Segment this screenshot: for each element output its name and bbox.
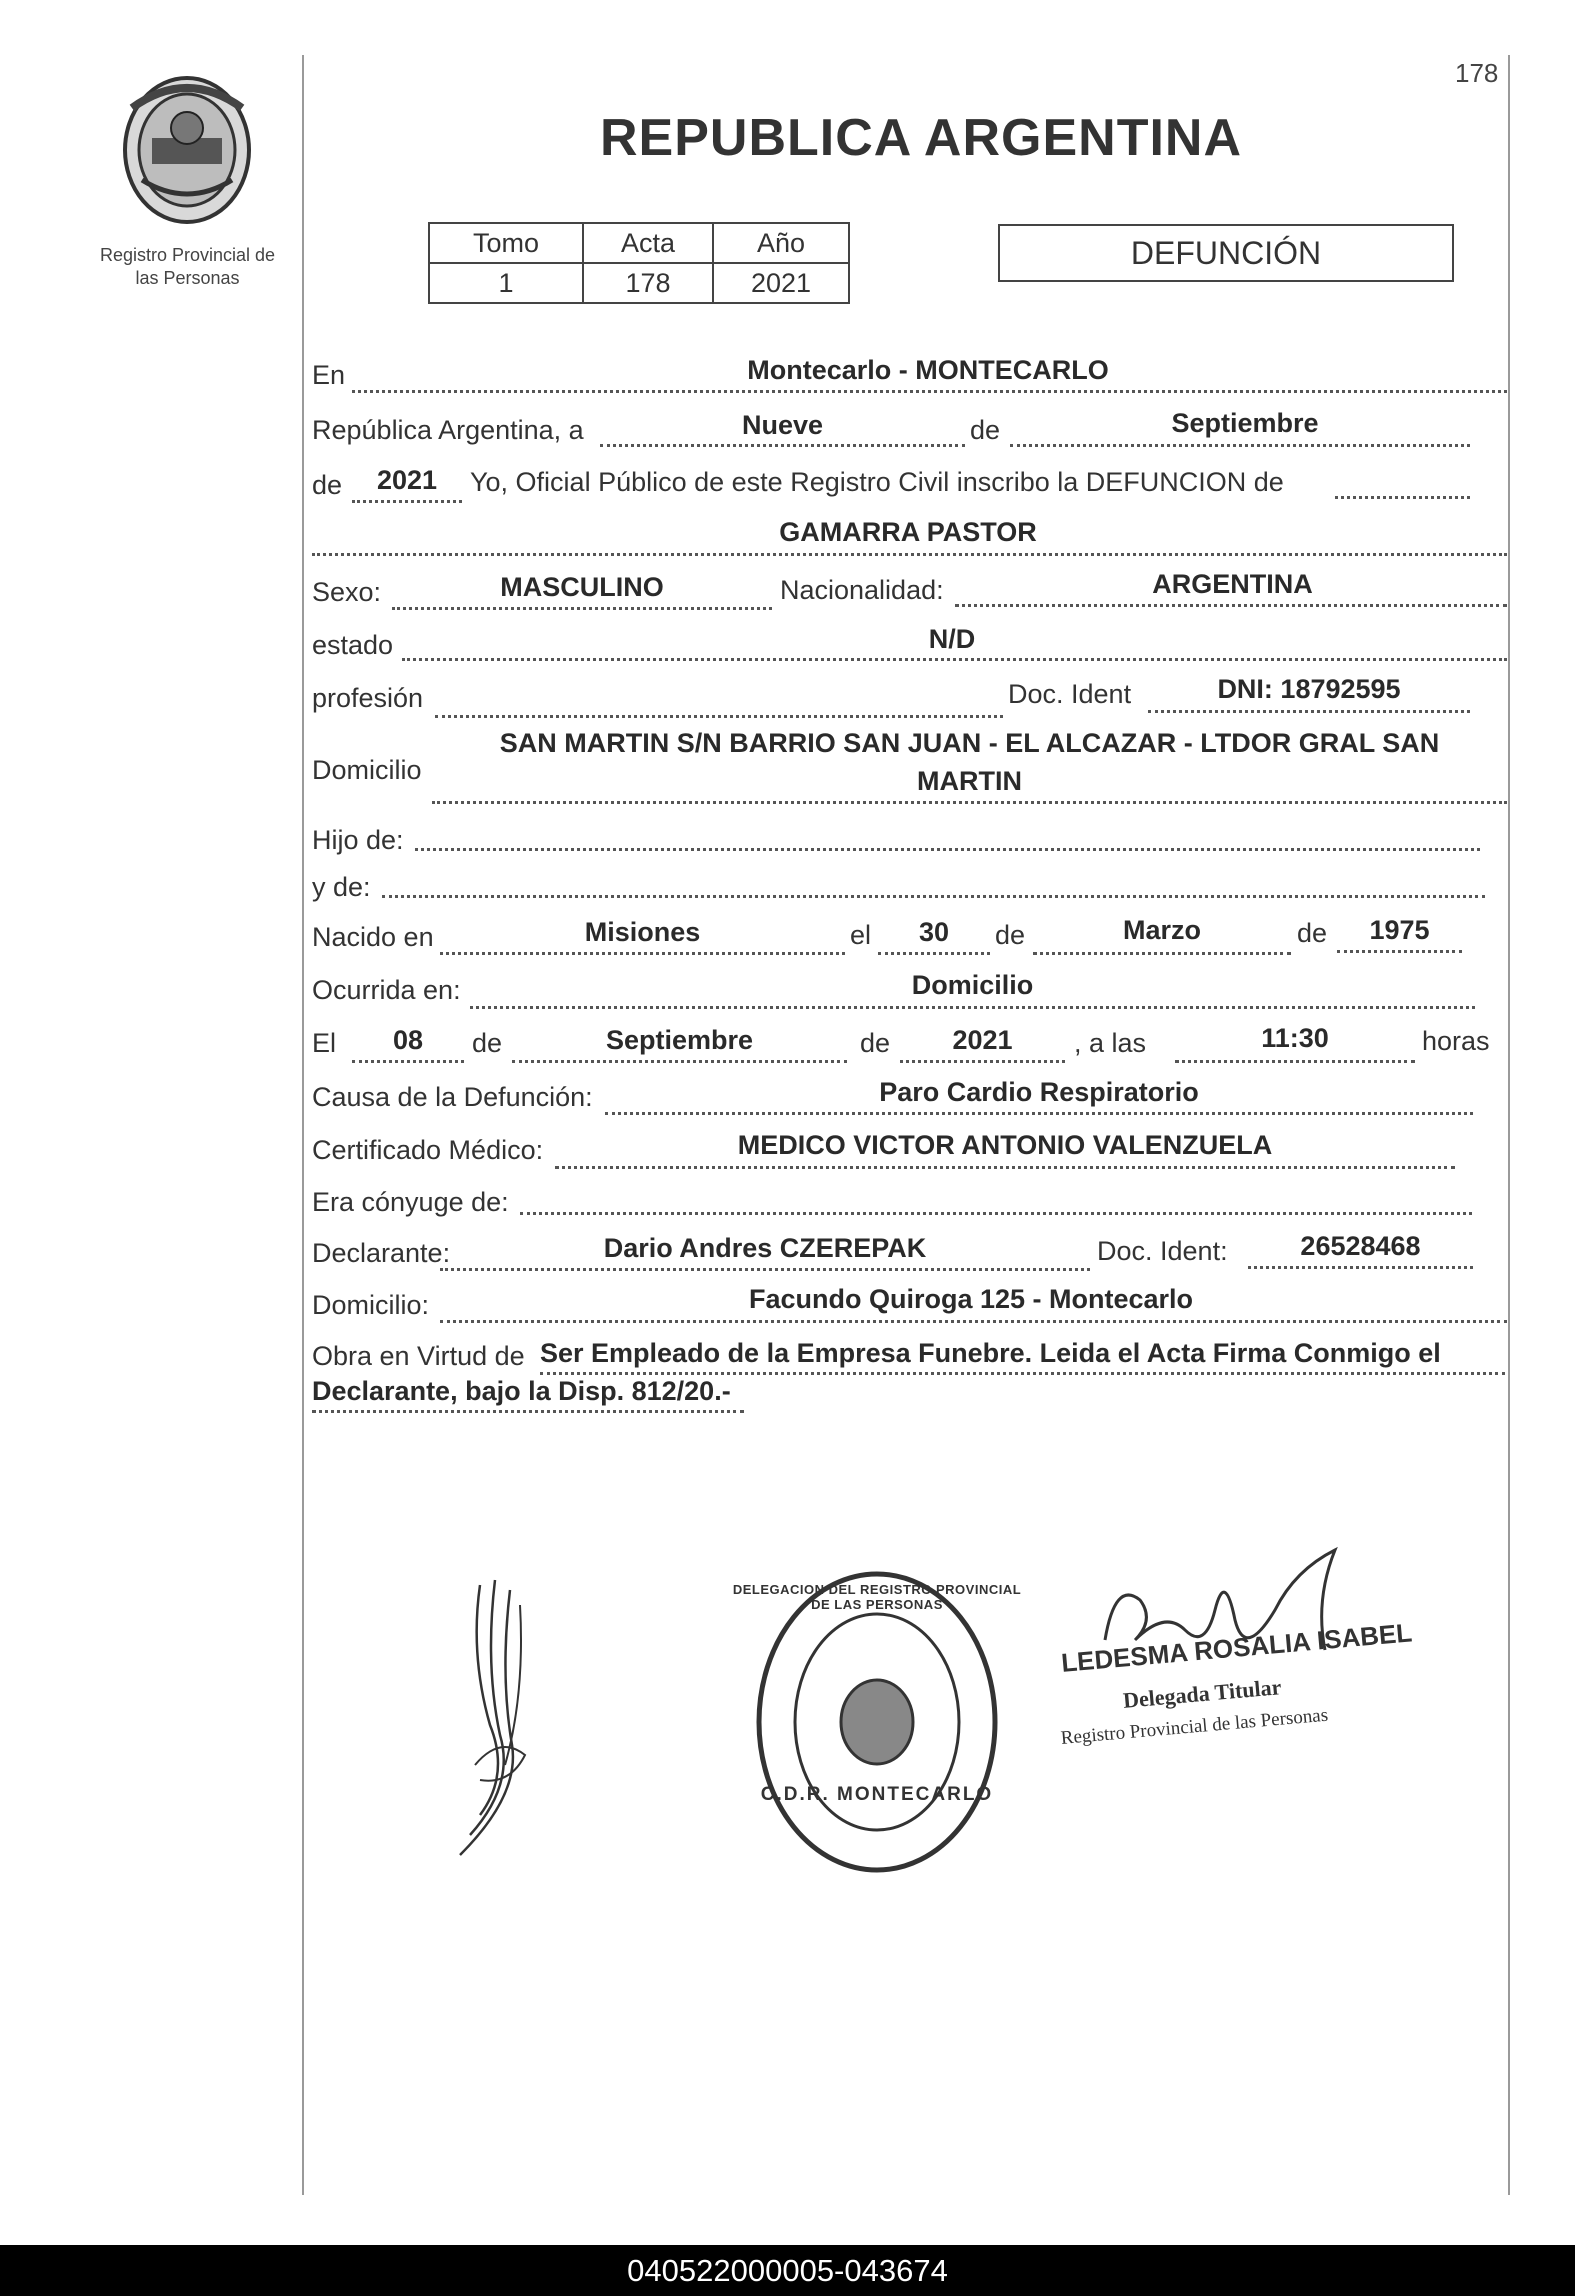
table-value-tomo: 1 (429, 263, 583, 303)
year-dotted-line (352, 500, 462, 503)
conyuge-label: Era cónyuge de: (312, 1187, 509, 1217)
birth-de2-label: de (1297, 918, 1328, 948)
profesion-label: profesión (312, 683, 424, 713)
obra-value-line-1: Ser Empleado de la Empresa Funebre. Leida el Acta Firma Conmigo el (540, 1338, 1441, 1368)
certificado-label: Certificado Médico: (312, 1135, 544, 1165)
table-header-tomo: Tomo (429, 223, 583, 263)
death-year: 2021 (952, 1025, 1013, 1055)
declarante-label: Declarante: (312, 1238, 451, 1268)
birth-de1-label: de (995, 920, 1026, 950)
stamp-inner-text: C.D.R. MONTECARLO (760, 1784, 994, 1805)
death-de1-label: de (472, 1028, 503, 1058)
decl-doc-dotted-line (1248, 1266, 1473, 1269)
yde-dotted-line (382, 895, 1485, 898)
day-value: Nueve (741, 410, 824, 440)
official-stamp (732, 1568, 1022, 1876)
yo-text: Yo, Oficial Público de este Registro Civil inscribo la DEFUNCION de (470, 467, 1284, 497)
doc-ident-label: Doc. Ident (1008, 679, 1132, 709)
birth-day-dotted-line (878, 952, 990, 955)
yde-label: y de: (312, 872, 371, 902)
declarant-signature (440, 1575, 560, 1865)
domicilio-label: Domicilio (312, 755, 422, 785)
certificado-value: MEDICO VICTOR ANTONIO VALENZUELA (737, 1130, 1273, 1160)
year-value: 2021 (376, 465, 438, 495)
nacido-value: Misiones (584, 917, 701, 947)
death-time-dotted-line (1175, 1060, 1415, 1063)
month-value: Septiembre (1171, 408, 1319, 438)
birth-month: Marzo (1122, 915, 1201, 945)
official-role: Delegada Titular (1122, 1674, 1283, 1713)
en-value: Montecarlo - MONTECARLO (747, 355, 1109, 385)
table-value-ano: 2021 (713, 263, 849, 303)
death-time: 11:30 (1261, 1023, 1329, 1053)
estado-label: estado (312, 630, 394, 660)
sexo-dotted-line (392, 607, 772, 610)
stamp-ring-text: DELEGACION DEL REGISTRO PROVINCIAL DE LAS PERSONAS (732, 1582, 1022, 1612)
causa-label: Causa de la Defunción: (312, 1082, 593, 1112)
estado-dotted-line (402, 658, 1507, 661)
sexo-label: Sexo: (312, 577, 382, 607)
death-de2-label: de (860, 1028, 891, 1058)
registry-line-2: las Personas (135, 268, 240, 288)
decl-doc-label: Doc. Ident: (1097, 1236, 1228, 1266)
de-label: de (970, 415, 1001, 445)
alas-label: , a las (1074, 1028, 1147, 1058)
death-day: 08 (392, 1025, 424, 1055)
table-header-ano: Año (713, 223, 849, 263)
decl-domicilio-dotted-line (440, 1320, 1507, 1323)
profesion-dotted-line (435, 715, 1003, 718)
death-day-dotted-line (352, 1060, 464, 1063)
death-month: Septiembre (605, 1025, 754, 1055)
horas-label: horas (1422, 1026, 1490, 1056)
month-dotted-line (1010, 444, 1470, 447)
domicilio-dotted-line (432, 801, 1507, 804)
domicilio-line-1: SAN MARTIN S/N BARRIO SAN JUAN - EL ALCAZAR - LTDOR GRAL SAN (499, 728, 1440, 758)
en-dotted-line (352, 390, 1507, 393)
decl-doc-value: 26528468 (1300, 1231, 1421, 1261)
en-label: En (312, 360, 346, 390)
record-type-box: DEFUNCIÓN (998, 224, 1454, 282)
official-name: LEDESMA ROSALIA ISABEL (1060, 1617, 1414, 1678)
table-value-acta: 178 (583, 263, 713, 303)
day-dotted-line (600, 444, 965, 447)
right-margin-line (1508, 55, 1510, 2195)
sexo-value: MASCULINO (500, 572, 664, 602)
yo-dotted-line (1335, 496, 1470, 499)
declarante-value: Dario Andres CZEREPAK (603, 1233, 927, 1263)
birth-month-dotted-line (1033, 952, 1291, 955)
province-emblem (112, 68, 262, 228)
declarante-dotted-line (440, 1268, 1090, 1271)
causa-value: Paro Cardio Respiratorio (879, 1077, 1199, 1107)
nacionalidad-label: Nacionalidad: (780, 575, 944, 605)
page-number: 178 (1455, 58, 1499, 88)
table-header-acta: Acta (583, 223, 713, 263)
decl-domicilio-value: Facundo Quiroga 125 - Montecarlo (748, 1284, 1194, 1314)
domicilio-line-2: MARTIN (917, 766, 1022, 796)
nacido-dotted-line (440, 952, 845, 955)
record-table (428, 222, 850, 304)
death-year-dotted-line (900, 1060, 1065, 1063)
republica-label: República Argentina, a (312, 415, 584, 445)
ocurrida-value: Domicilio (911, 970, 1034, 1000)
doc-ident-value: DNI: 18792595 (1217, 674, 1401, 704)
document-title: REPUBLICA ARGENTINA (600, 109, 1243, 167)
official-office: Registro Provincial de las Personas (1060, 1704, 1329, 1749)
name-dotted-line (312, 553, 1507, 556)
ocurrida-label: Ocurrida en: (312, 975, 461, 1005)
birth-year-dotted-line (1337, 950, 1462, 953)
registry-line-1: Registro Provincial de (99, 245, 276, 265)
registry-name (80, 244, 295, 290)
hijo-dotted-line (415, 848, 1480, 851)
nacionalidad-value: ARGENTINA (1152, 569, 1313, 599)
obra-value-line-2: Declarante, bajo la Disp. 812/20.- (312, 1376, 731, 1406)
nacido-label: Nacido en (312, 922, 434, 952)
nacionalidad-dotted-line (955, 604, 1507, 607)
el2-label: El (312, 1028, 337, 1058)
doc-dotted-line (1148, 710, 1470, 713)
hijo-label: Hijo de: (312, 825, 404, 855)
estado-value: N/D (928, 624, 976, 654)
certificado-dotted-line (555, 1166, 1455, 1169)
decl-domicilio-label: Domicilio: (312, 1290, 430, 1320)
causa-dotted-line (605, 1112, 1473, 1115)
obra-dotted-line-1 (540, 1372, 1505, 1375)
birth-year: 1975 (1369, 915, 1430, 945)
year-prefix-label: de (312, 470, 343, 500)
obra-dotted-line-2 (312, 1410, 744, 1413)
conyuge-dotted-line (520, 1212, 1472, 1215)
deceased-name: GAMARRA PASTOR (779, 517, 1037, 547)
obra-label: Obra en Virtud de (312, 1341, 525, 1371)
el-label: el (850, 920, 872, 950)
left-margin-line (302, 55, 304, 2195)
footer-barcode-text: 040522000005-043674 (0, 2245, 1575, 2296)
birth-day: 30 (918, 917, 950, 947)
death-month-dotted-line (512, 1060, 847, 1063)
ocurrida-dotted-line (470, 1006, 1475, 1009)
